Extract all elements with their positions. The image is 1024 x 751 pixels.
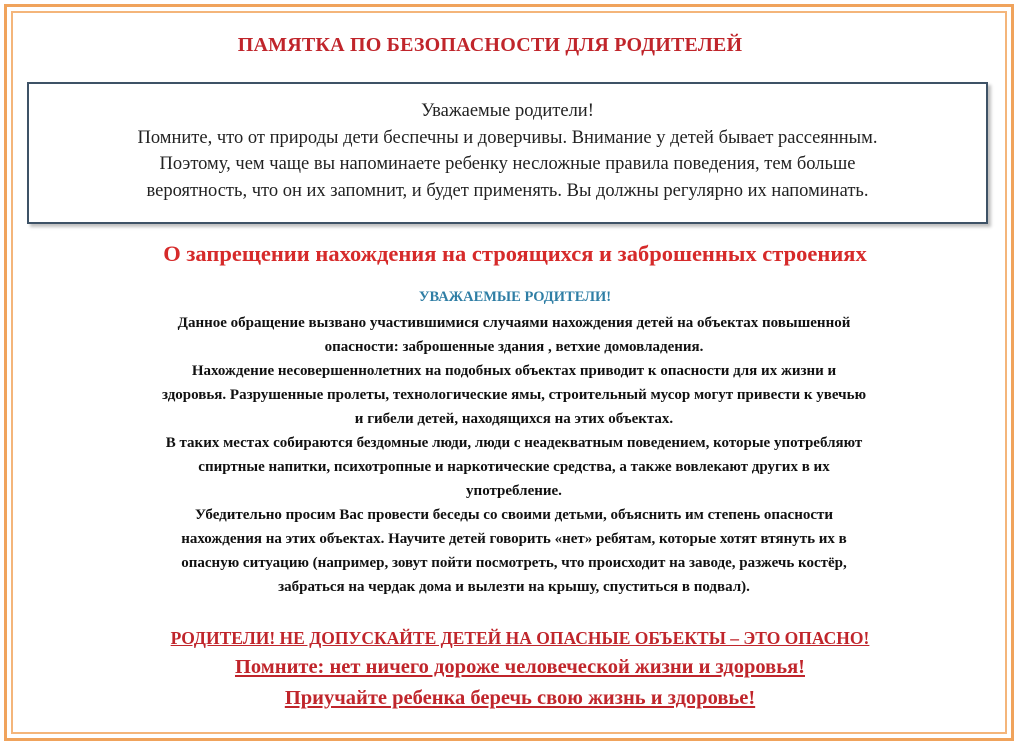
body-line: опасности: заброшенные здания , ветхие домовладения. xyxy=(324,339,704,355)
body-line: спиртные напитки, психотропные и наркотические средства, а также вовлекают других в их xyxy=(198,459,830,475)
body-line: Нахождение несовершеннолетних на подобных объектах приводит к опасности для их жизни и xyxy=(191,363,837,379)
warning-line-2: Помните: нет ничего дороже человеческой жизни и здоровья! xyxy=(234,656,805,678)
body-line: опасную ситуацию (например, зовут пойти посмотреть, что происходит на заводе, разжечь костёр, xyxy=(181,555,847,571)
warning-line-3: Приучайте ребенка беречь свою жизнь и здоровье! xyxy=(284,687,756,709)
body-line: забраться на чердак дома и вылезти на крышу, спуститься в подвал). xyxy=(278,579,750,595)
body-line: употребление. xyxy=(466,483,562,499)
body-line: и гибели детей, находящихся на этих объектах. xyxy=(354,411,674,427)
intro-line-3: вероятность, что он их запомнит, и будет применять. Вы должны регулярно их напоминать. xyxy=(146,180,869,201)
body-line: Убедительно просим Вас провести беседы со своими детьми, объяснить им степень опасности xyxy=(194,507,834,523)
section-subheading: УВАЖАЕМЫЕ РОДИТЕЛИ! xyxy=(418,289,612,305)
body-line: здоровья. Разрушенные пролеты, технологические ямы, строительный мусор могут привести к увечью xyxy=(161,387,867,403)
intro-greeting: Уважаемые родители! xyxy=(421,101,594,121)
body-line: Данное обращение вызвано участившимися случаями нахождения детей на объектах повышенной xyxy=(177,315,851,331)
warning-line-1: РОДИТЕЛИ! НЕ ДОПУСКАЙТЕ ДЕТЕЙ НА ОПАСНЫЕ ОБЪЕКТЫ – ЭТО ОПАСНО! xyxy=(170,628,870,648)
intro-line-2: Поэтому, чем чаще вы напоминаете ребенку несложные правила поведения, тем больше xyxy=(159,154,856,174)
page-title: ПАМЯТКА ПО БЕЗОПАСНОСТИ ДЛЯ РОДИТЕЛЕЙ xyxy=(237,34,743,56)
body-line: нахождения на этих объектах. Научите детей говорить «нет» ребятам, которые хотят втянуть их в xyxy=(181,531,847,547)
intro-line-1: Помните, что от природы дети беспечны и доверчивы. Внимание у детей бывает рассеянным. xyxy=(137,127,878,148)
section-heading: О запрещении нахождения на строящихся и заброшенных строениях xyxy=(163,241,867,266)
intro-box xyxy=(27,82,988,224)
body-text xyxy=(30,311,998,599)
body-line: В таких местах собираются бездомные люди, люди с неадекватным поведением, которые употребляют xyxy=(165,435,863,451)
